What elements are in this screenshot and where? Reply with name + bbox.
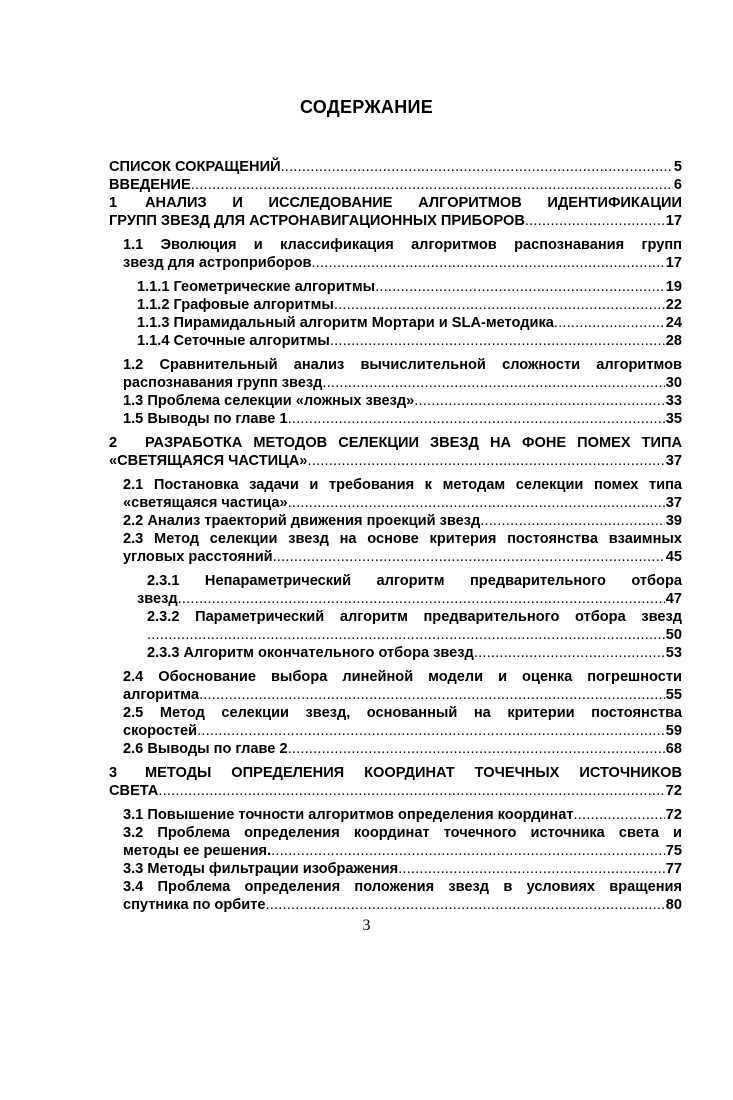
toc-chapter-heading-line bbox=[109, 434, 682, 452]
toc-page-number: 59 bbox=[665, 723, 682, 739]
toc-entry-2-3-1[interactable] bbox=[109, 572, 682, 608]
toc-page-number: 47 bbox=[665, 591, 682, 607]
dot-leader bbox=[266, 896, 665, 914]
chapter-number: 1 bbox=[109, 195, 118, 211]
toc-entry-text: 3.3 Методы фильтрации изображения bbox=[123, 861, 399, 877]
chapter-number: 3 bbox=[109, 765, 118, 781]
dot-leader bbox=[307, 452, 664, 470]
toc-entry-1-1-2[interactable] bbox=[109, 296, 682, 314]
dot-leader bbox=[273, 548, 665, 566]
toc-entry-abbreviations[interactable] bbox=[109, 158, 682, 176]
toc-entry-line: 1.1 Эволюция и классификация алгоритмов распознавания групп bbox=[123, 237, 682, 253]
toc-entry-1-3[interactable] bbox=[109, 392, 682, 410]
dot-leader bbox=[398, 860, 665, 878]
toc-entry-text: спутника по орбите bbox=[123, 897, 266, 913]
toc-entry-last-line bbox=[109, 722, 682, 740]
toc-entry-1-2[interactable] bbox=[109, 356, 682, 392]
toc-page-number: 68 bbox=[665, 741, 682, 757]
toc-entry-last-line bbox=[109, 626, 682, 644]
toc-entry-last-line bbox=[109, 548, 682, 566]
toc-page-number: 33 bbox=[665, 393, 682, 409]
toc-entry-last-line bbox=[109, 494, 682, 512]
toc-page-number: 55 bbox=[665, 687, 682, 703]
toc-entry-3-4[interactable] bbox=[109, 878, 682, 914]
dot-leader bbox=[311, 254, 664, 272]
chapter-number: 2 bbox=[109, 435, 118, 451]
toc-page-number: 75 bbox=[665, 843, 682, 859]
toc-entry-line: 2.4 Обоснование выбора линейной модели и оценка погрешности bbox=[123, 669, 682, 685]
toc-entry-2-6[interactable] bbox=[109, 740, 682, 758]
toc-chapter-2[interactable] bbox=[109, 434, 682, 470]
toc-entry-2-2[interactable] bbox=[109, 512, 682, 530]
toc-page-number: 6 bbox=[673, 177, 682, 193]
toc-entry-3-2[interactable] bbox=[109, 824, 682, 860]
toc-page-number: 24 bbox=[665, 315, 682, 331]
toc-page-number: 17 bbox=[665, 213, 682, 229]
toc-chapter-heading-last-line bbox=[109, 782, 682, 800]
toc-entry-text: распознавания групп звезд bbox=[123, 375, 323, 391]
dot-leader bbox=[271, 842, 665, 860]
toc-entry-text: 1.1.4 Сеточные алгоритмы bbox=[137, 333, 330, 349]
dot-leader bbox=[197, 722, 665, 740]
toc-page-number: 37 bbox=[665, 453, 682, 469]
toc-entry-2-5[interactable] bbox=[109, 704, 682, 740]
toc-entry-text: звезд bbox=[137, 591, 178, 607]
toc-page-number: 5 bbox=[673, 159, 682, 175]
dot-leader bbox=[322, 374, 664, 392]
toc-entry-text: 1.3 Проблема селекции «ложных звезд» bbox=[123, 393, 415, 409]
dot-leader bbox=[281, 158, 673, 176]
toc-page-number: 17 bbox=[665, 255, 682, 271]
toc-entry-text: 2.3.3 Алгоритм окончательного отбора звезд bbox=[147, 645, 474, 661]
toc-entry-1-5[interactable] bbox=[109, 410, 682, 428]
toc-entry-1-1[interactable] bbox=[109, 236, 682, 272]
toc-page-number: 72 bbox=[665, 807, 682, 823]
toc-entry-text: ВВЕДЕНИЕ bbox=[109, 177, 191, 193]
toc-entry-text: скоростей bbox=[123, 723, 198, 739]
toc-entry-line: 2.5 Метод селекции звезд, основанный на критерии постоянства bbox=[123, 705, 682, 721]
toc-entry-line: 2.3 Метод селекции звезд на основе критерия постоянства взаимных bbox=[123, 531, 682, 547]
toc-entry-introduction[interactable] bbox=[109, 176, 682, 194]
toc-entry-text: ГРУПП ЗВЕЗД ДЛЯ АСТРОНАВИГАЦИОННЫХ ПРИБОРОВ bbox=[109, 213, 525, 229]
dot-leader bbox=[147, 626, 665, 644]
toc-entry-last-line bbox=[109, 686, 682, 704]
toc-page-number: 39 bbox=[665, 513, 682, 529]
toc-page-number: 35 bbox=[665, 411, 682, 427]
toc-chapter-3[interactable] bbox=[109, 764, 682, 800]
toc-entry-2-3-3[interactable] bbox=[109, 644, 682, 662]
dot-leader bbox=[178, 590, 665, 608]
toc-entry-text: «светящаяся частица» bbox=[123, 495, 288, 511]
toc-entry-text: 2.6 Выводы по главе 2 bbox=[123, 741, 288, 757]
toc-entry-1-1-3[interactable] bbox=[109, 314, 682, 332]
dot-leader bbox=[288, 494, 665, 512]
toc-entry-3-3[interactable] bbox=[109, 860, 682, 878]
toc-entry-text: СВЕТА bbox=[109, 783, 159, 799]
toc-entry-text: 1.1.1 Геометрические алгоритмы bbox=[137, 279, 376, 295]
toc-page-number: 80 bbox=[665, 897, 682, 913]
toc-entry-text: РАЗРАБОТКА МЕТОДОВ СЕЛЕКЦИИ ЗВЕЗД НА ФОНЕ ПОМЕХ ТИПА bbox=[145, 435, 682, 451]
toc-page-number: 77 bbox=[665, 861, 682, 877]
toc-entry-1-1-1[interactable] bbox=[109, 278, 682, 296]
dot-leader bbox=[573, 806, 664, 824]
dot-leader bbox=[480, 512, 664, 530]
toc-entry-2-3-2[interactable] bbox=[109, 608, 682, 644]
toc-chapter-heading-line bbox=[109, 764, 682, 782]
dot-leader bbox=[554, 314, 665, 332]
dot-leader bbox=[375, 278, 665, 296]
toc-entry-line: 3.2 Проблема определения координат точечного источника света и bbox=[123, 825, 682, 841]
toc-entry-2-1[interactable] bbox=[109, 476, 682, 512]
dot-leader bbox=[288, 410, 665, 428]
toc-entry-line: 2.3.1 Непараметрический алгоритм предварительного отбора bbox=[147, 573, 682, 589]
toc-entry-1-1-4[interactable] bbox=[109, 332, 682, 350]
page-number: 3 bbox=[362, 917, 371, 934]
toc-entry-text: МЕТОДЫ ОПРЕДЕЛЕНИЯ КООРДИНАТ ТОЧЕЧНЫХ ИСТОЧНИКОВ bbox=[145, 765, 682, 781]
toc-entry-text: звезд для астроприборов bbox=[123, 255, 312, 271]
toc-entry-2-4[interactable] bbox=[109, 668, 682, 704]
dot-leader bbox=[525, 212, 665, 230]
toc-chapter-heading-line bbox=[109, 194, 682, 212]
toc-entry-text: 1.1.2 Графовые алгоритмы bbox=[137, 297, 334, 313]
toc-entry-last-line bbox=[109, 254, 682, 272]
dot-leader bbox=[334, 296, 665, 314]
dot-leader bbox=[474, 644, 665, 662]
toc-page-number: 50 bbox=[665, 627, 682, 643]
dot-leader bbox=[330, 332, 665, 350]
toc-entry-text: алгоритма bbox=[123, 687, 199, 703]
toc-entry-text: СПИСОК СОКРАЩЕНИЙ bbox=[109, 159, 281, 175]
dot-leader bbox=[191, 176, 673, 194]
toc-entry-text: АНАЛИЗ И ИССЛЕДОВАНИЕ АЛГОРИТМОВ ИДЕНТИФИКАЦИИ bbox=[145, 195, 682, 211]
toc-entry-last-line bbox=[109, 842, 682, 860]
dot-leader bbox=[288, 740, 665, 758]
toc-page-number: 45 bbox=[665, 549, 682, 565]
toc-entry-last-line bbox=[109, 896, 682, 914]
toc-entry-2-3[interactable] bbox=[109, 530, 682, 566]
toc-entry-3-1[interactable] bbox=[109, 806, 682, 824]
toc-chapter-1[interactable] bbox=[109, 194, 682, 230]
toc-entry-text: 1.5 Выводы по главе 1 bbox=[123, 411, 288, 427]
toc-entry-last-line bbox=[109, 590, 682, 608]
dot-leader bbox=[199, 686, 665, 704]
toc-entry-last-line bbox=[109, 374, 682, 392]
toc-entry-line: 1.2 Сравнительный анализ вычислительной сложности алгоритмов bbox=[123, 357, 682, 373]
toc-entry-line: 2.3.2 Параметрический алгоритм предварительного отбора звезд bbox=[147, 609, 682, 625]
toc-page-number: 19 bbox=[665, 279, 682, 295]
toc-entry-text: угловых расстояний bbox=[123, 549, 273, 565]
table-of-contents bbox=[109, 158, 682, 914]
toc-page-number: 28 bbox=[665, 333, 682, 349]
toc-page-number: 30 bbox=[665, 375, 682, 391]
toc-entry-text: «СВЕТЯЩАЯСЯ ЧАСТИЦА» bbox=[109, 453, 308, 469]
toc-entry-text: 3.1 Повышение точности алгоритмов определения координат bbox=[123, 807, 574, 823]
toc-page-number: 72 bbox=[665, 783, 682, 799]
page-title: СОДЕРЖАНИЕ bbox=[299, 97, 434, 117]
toc-page-number: 53 bbox=[665, 645, 682, 661]
toc-page-number: 37 bbox=[665, 495, 682, 511]
toc-entry-text: методы ее решения. bbox=[123, 843, 272, 859]
toc-entry-line: 2.1 Постановка задачи и требования к методам селекции помех типа bbox=[123, 477, 682, 493]
dot-leader bbox=[414, 392, 664, 410]
toc-page-number: 22 bbox=[665, 297, 682, 313]
toc-chapter-heading-last-line bbox=[109, 452, 682, 470]
toc-entry-text: 1.1.3 Пирамидальный алгоритм Мортари и SLA-методика bbox=[137, 315, 554, 331]
toc-chapter-heading-last-line bbox=[109, 212, 682, 230]
toc-entry-text: 2.2 Анализ траекторий движения проекций звезд bbox=[123, 513, 481, 529]
toc-entry-line: 3.4 Проблема определения положения звезд в условиях вращения bbox=[123, 879, 682, 895]
dot-leader bbox=[158, 782, 664, 800]
